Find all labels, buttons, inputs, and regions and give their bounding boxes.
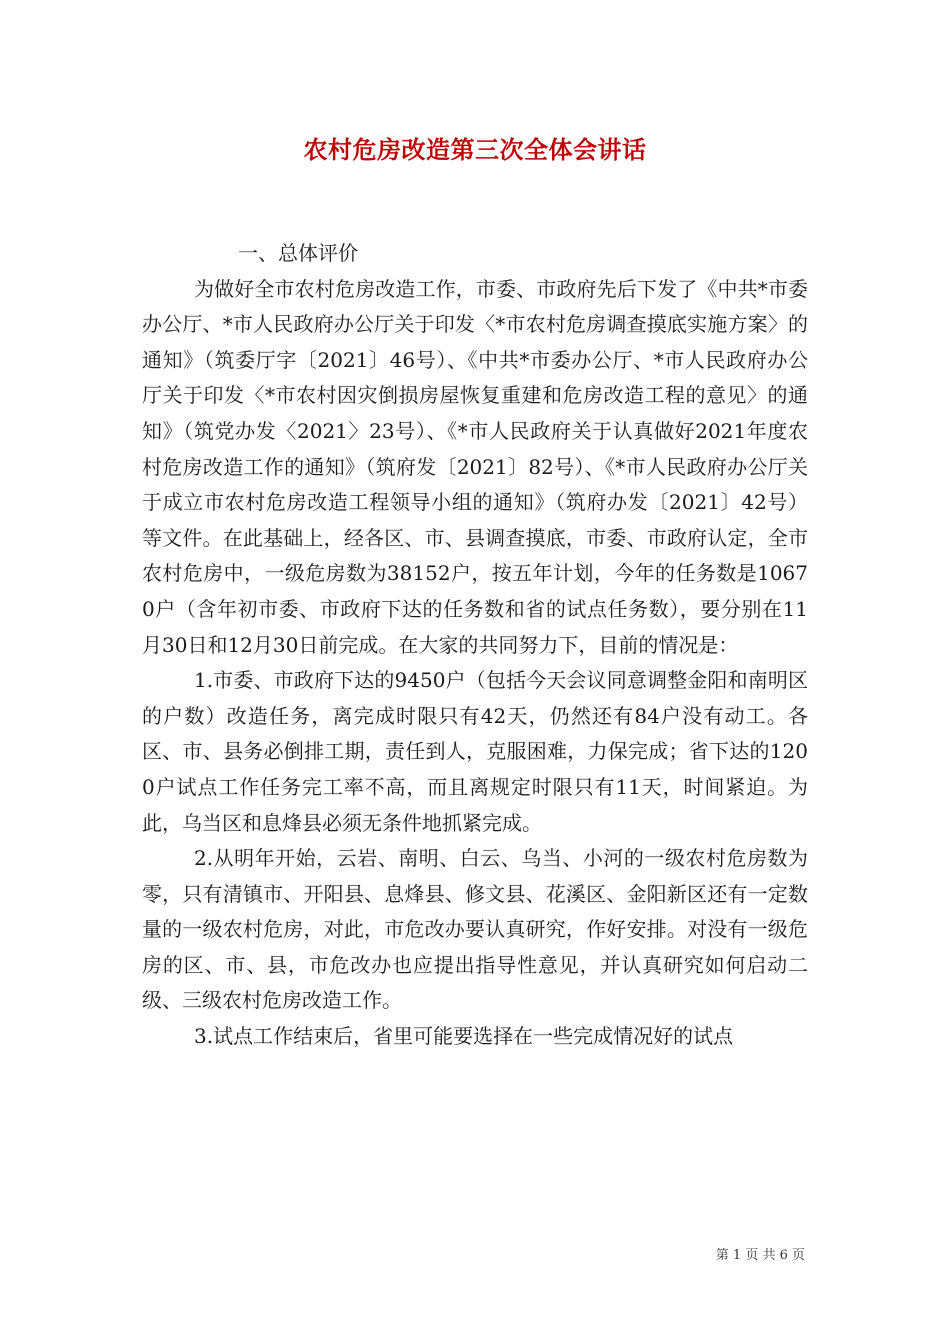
page-number: 第 1 页 共 6 页 xyxy=(715,1248,805,1263)
section-heading: 一、总体评价 xyxy=(238,241,358,265)
paragraph-2: 1.市委、市政府下达的9450户（包括今天会议同意调整金阳和南明区的户数）改造任务，离完成时限只有42天，仍然还有84户没有动工。各区、市、县务必倒排工期，责任到人，克服困难，力保完成；省下达的1200户试点工作任务完工率不高，而且离规定时限只有11天，时间紧迫。为此，乌当区和息烽县必须无条件地抓紧完成。 xyxy=(142,668,808,835)
document-title: 农村危房改造第三次全体会讲话 xyxy=(303,135,647,164)
paragraph-1: 为做好全市农村危房改造工作，市委、市政府先后下发了《中共*市委办公厅、*市人民政府办公厅关于印发〈*市农村危房调查摸底实施方案〉的通知》（筑委厅字〔2021〕46号）、《中共*市委办公厅、*市人民政府办公厅关于印发〈*市农村因灾倒损房屋恢复重建和危房改造工程的意见〉的通知》（筑党办发〈2021〉23号）、《*市人民政府关于认真做好2021年度农村危房改造工作的通知》（筑府发〔2021〕82号）、《*市人民政府办公厅关于成立市农村危房改造工程领导小组的通知》（筑府办发〔2021〕42号）等文件。在此基础上，经各区、市、县调查摸底，市委、市政府认定，全市农村危房中，一级危房数为38152户，按五年计划，今年的任务数是10670户（含年初市委、市政府下达的任务数和省的试点任务数），要分别在11月30日和12月30日前完成。在大家的共同努力下，目前的情况是： xyxy=(142,276,808,657)
paragraph-3: 2.从明年开始，云岩、南明、白云、乌当、小河的一级农村危房数为零，只有清镇市、开阳县、息烽县、修文县、花溪区、金阳新区还有一定数量的一级农村危房，对此，市危改办要认真研究，作好安排。对没有一级危房的区、市、县，市危改办也应提出指导性意见，并认真研究如何启动二级、三级农村危房改造工作。 xyxy=(142,846,808,1013)
paragraph-4: 3.试点工作结束后，省里可能要选择在一些完成情况好的试点 xyxy=(194,1024,734,1049)
document-body xyxy=(142,236,808,1055)
